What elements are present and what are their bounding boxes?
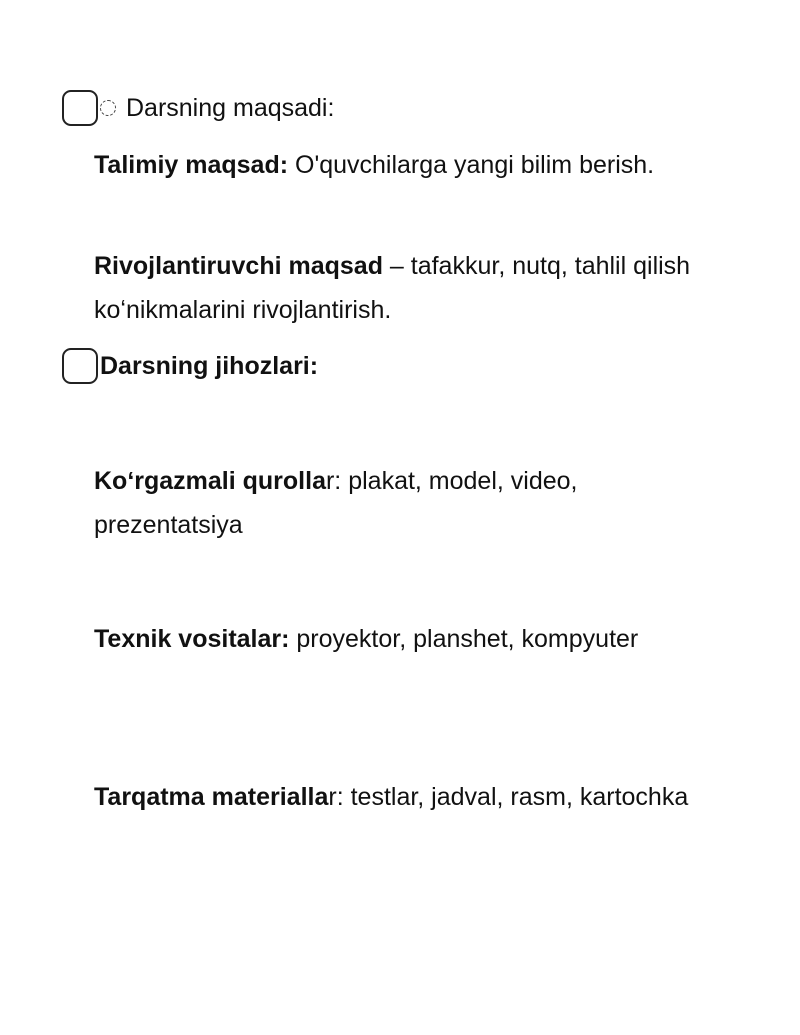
handouts-paragraph [94, 775, 714, 819]
technical-tools-label: Texnik vositalar: [94, 625, 290, 653]
visual-aids-paragraph [94, 459, 714, 547]
checkbox-icon[interactable] [62, 90, 98, 126]
educational-goal-paragraph [94, 143, 714, 187]
equipment-heading: Darsning jihozlari: [100, 352, 319, 380]
educational-goal-label: Talimiy maqsad: [94, 151, 289, 179]
goal-heading-row [62, 90, 334, 126]
developmental-goal-paragraph [94, 244, 714, 332]
technical-tools-paragraph [94, 617, 714, 661]
visual-aids-text: r: plakat, model, video, prezentatsiya [94, 467, 578, 539]
visual-aids-label: Koʻrgazmali qurolla [94, 467, 326, 495]
goal-heading: Darsning maqsadi: [126, 94, 335, 122]
developmental-goal-text: – tafakkur, nutq, tahlil qilish koʻnikmalarini rivojlantirish. [94, 252, 691, 324]
developmental-goal-label: Rivojlantiruvchi maqsad [94, 252, 383, 280]
dotted-circle-icon [100, 100, 116, 116]
handouts-text: r: testlar, jadval, rasm, kartochka [328, 783, 689, 811]
equipment-heading-row [62, 348, 318, 384]
checkbox-icon[interactable] [62, 348, 98, 384]
handouts-label: Tarqatma materialla [94, 783, 329, 811]
technical-tools-text: proyektor, planshet, kompyuter [289, 625, 639, 653]
educational-goal-text: O'quvchilarga yangi bilim berish. [288, 151, 655, 179]
